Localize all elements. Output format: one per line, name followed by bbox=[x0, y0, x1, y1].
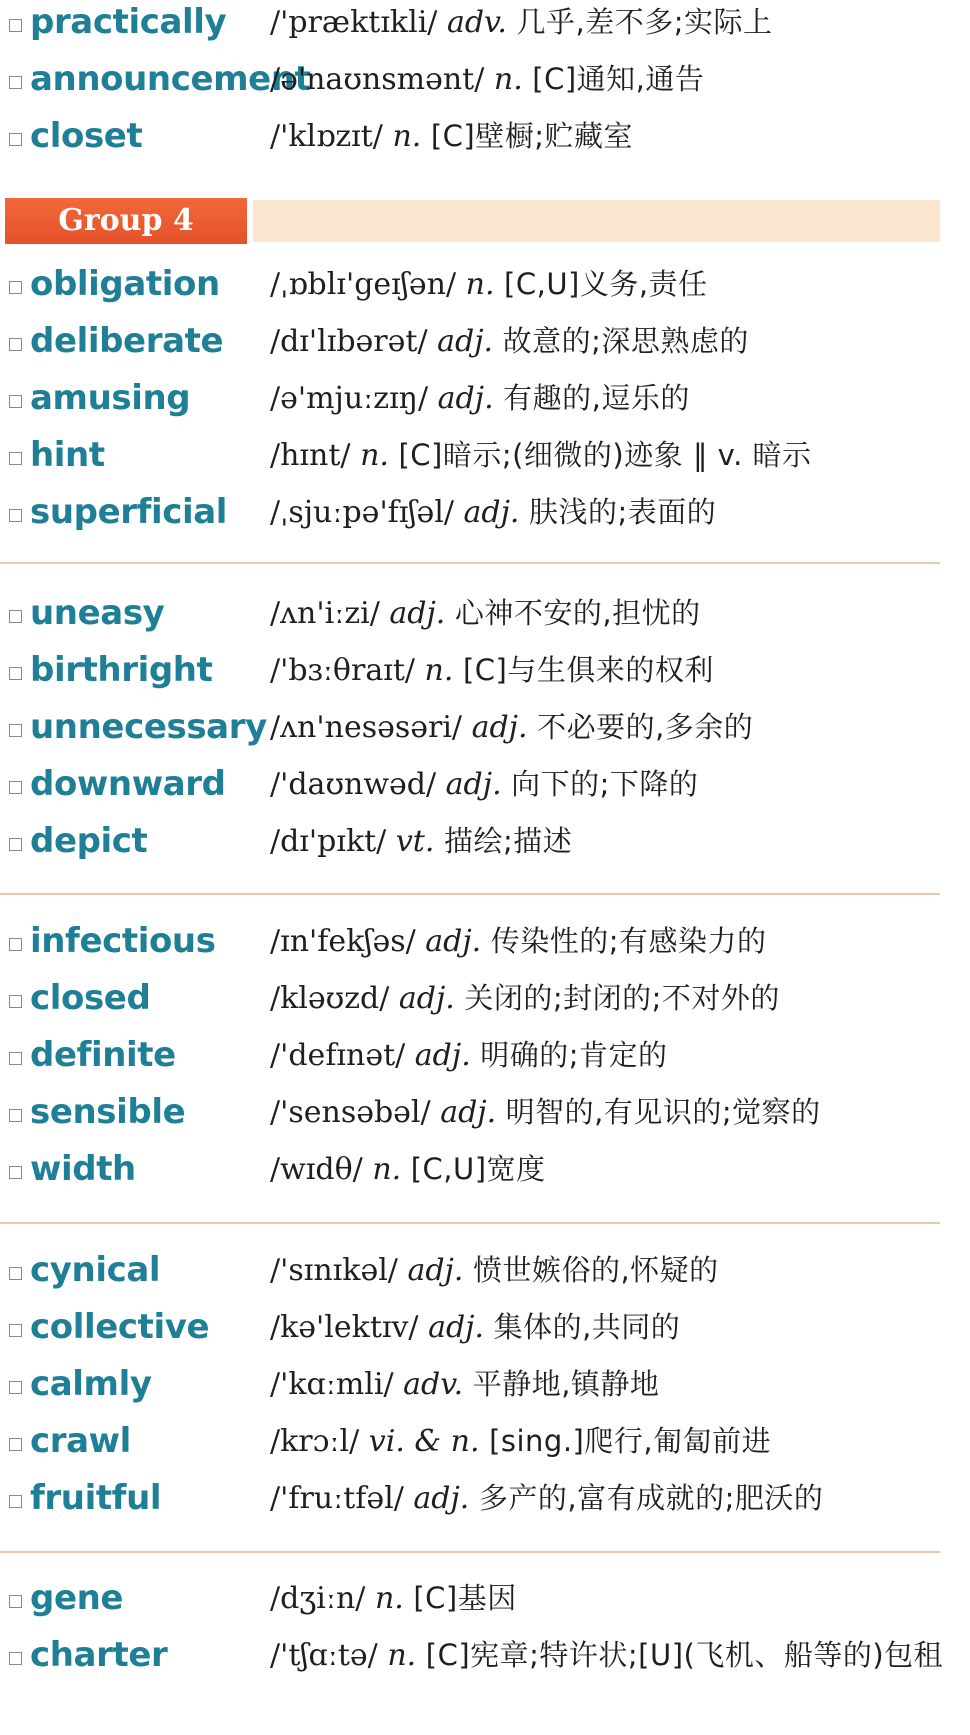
group-label: Group 4 bbox=[5, 198, 247, 244]
headword: sensible bbox=[30, 1092, 186, 1132]
definition bbox=[262, 1090, 960, 1135]
headword: collective bbox=[30, 1307, 210, 1347]
headword: obligation bbox=[30, 264, 220, 304]
phonetic: /dɪ'pɪkt/ bbox=[270, 824, 387, 859]
word-checkbox[interactable] bbox=[9, 1166, 22, 1179]
meaning: 愤世嫉俗的,怀疑的 bbox=[472, 1253, 719, 1287]
vocab-entry bbox=[0, 114, 960, 159]
part-of-speech: n. bbox=[465, 267, 495, 302]
definition bbox=[262, 0, 960, 45]
part-of-speech: vt. bbox=[395, 824, 435, 859]
word-checkbox[interactable] bbox=[9, 724, 22, 737]
meaning: 传染性的;有感染力的 bbox=[490, 924, 767, 958]
headword: infectious bbox=[30, 921, 216, 961]
headword: deliberate bbox=[30, 321, 224, 361]
phonetic: /'defɪnət/ bbox=[270, 1038, 406, 1073]
meaning: [C,U]宽度 bbox=[410, 1152, 546, 1186]
word-checkbox[interactable] bbox=[9, 509, 22, 522]
phonetic: /dʒiːn/ bbox=[270, 1581, 366, 1616]
phonetic: /'sɪnɪkəl/ bbox=[270, 1253, 398, 1288]
vocab-entry bbox=[0, 919, 960, 964]
phonetic: /ˌɒblɪ'geɪʃən/ bbox=[270, 267, 457, 302]
word-checkbox[interactable] bbox=[9, 938, 22, 951]
section-divider bbox=[0, 1222, 940, 1224]
phonetic: /krɔːl/ bbox=[270, 1424, 360, 1459]
meaning: [C]壁橱;贮藏室 bbox=[430, 119, 634, 153]
vocab-entry bbox=[0, 376, 960, 421]
headword: width bbox=[30, 1149, 136, 1189]
vocab-entry bbox=[0, 1090, 960, 1135]
definition bbox=[262, 1633, 960, 1678]
word-checkbox[interactable] bbox=[9, 133, 22, 146]
definition bbox=[262, 1576, 960, 1621]
part-of-speech: adv. bbox=[403, 1367, 464, 1402]
headword: amusing bbox=[30, 378, 191, 418]
section-divider bbox=[0, 893, 940, 895]
vocab-entry bbox=[0, 591, 960, 636]
definition bbox=[262, 433, 960, 478]
definition bbox=[262, 319, 960, 364]
definition bbox=[262, 376, 960, 421]
phonetic: /kləʊzd/ bbox=[270, 981, 390, 1016]
part-of-speech: adj. bbox=[425, 924, 482, 959]
vocab-entry bbox=[0, 976, 960, 1021]
meaning: 向下的;下降的 bbox=[511, 767, 699, 801]
word-checkbox[interactable] bbox=[9, 781, 22, 794]
definition bbox=[262, 262, 960, 307]
phonetic: /'klɒzɪt/ bbox=[270, 119, 383, 154]
headword: crawl bbox=[30, 1421, 131, 1461]
meaning: 关闭的;封闭的;不对外的 bbox=[464, 981, 780, 1015]
headword: hint bbox=[30, 435, 105, 475]
definition bbox=[262, 705, 960, 750]
part-of-speech: n. bbox=[392, 119, 422, 154]
word-checkbox[interactable] bbox=[9, 19, 22, 32]
vocab-entry bbox=[0, 0, 960, 45]
headword: superficial bbox=[30, 492, 228, 532]
section-divider bbox=[0, 562, 940, 564]
headword: gene bbox=[30, 1578, 124, 1618]
meaning: 平静地,镇静地 bbox=[472, 1367, 660, 1401]
part-of-speech: n. bbox=[374, 1581, 404, 1616]
meaning: [C,U]义务,责任 bbox=[504, 267, 708, 301]
meaning: 几乎,差不多;实际上 bbox=[516, 5, 773, 39]
word-checkbox[interactable] bbox=[9, 76, 22, 89]
definition bbox=[262, 1305, 960, 1350]
definition bbox=[262, 919, 960, 964]
headword: closed bbox=[30, 978, 151, 1018]
part-of-speech: n. bbox=[387, 1638, 417, 1673]
part-of-speech: n. bbox=[493, 62, 523, 97]
phonetic: /'præktɪkli/ bbox=[270, 5, 438, 40]
meaning: 集体的,共同的 bbox=[493, 1310, 681, 1344]
phonetic: /dɪ'lɪbərət/ bbox=[270, 324, 428, 359]
headword: calmly bbox=[30, 1364, 152, 1404]
definition bbox=[262, 591, 960, 636]
phonetic: /'fruːtfəl/ bbox=[270, 1481, 404, 1516]
meaning: 描绘;描述 bbox=[443, 824, 573, 858]
phonetic: /'tʃɑːtə/ bbox=[270, 1638, 378, 1673]
headword: fruitful bbox=[30, 1478, 162, 1518]
word-checkbox[interactable] bbox=[9, 838, 22, 851]
headword: announcement bbox=[30, 59, 311, 99]
definition bbox=[262, 1248, 960, 1293]
word-checkbox[interactable] bbox=[9, 1324, 22, 1337]
phonetic: /ɪn'fekʃəs/ bbox=[270, 924, 416, 959]
headword: charter bbox=[30, 1635, 168, 1675]
headword: practically bbox=[30, 2, 227, 42]
meaning: 明确的;肯定的 bbox=[480, 1038, 668, 1072]
vocab-entry bbox=[0, 762, 960, 807]
definition bbox=[262, 57, 960, 102]
headword: closet bbox=[30, 116, 143, 156]
part-of-speech: adj. bbox=[437, 324, 494, 359]
definition bbox=[262, 1033, 960, 1078]
headword: downward bbox=[30, 764, 226, 804]
word-checkbox[interactable] bbox=[9, 1381, 22, 1394]
definition bbox=[262, 1419, 960, 1464]
headword: uneasy bbox=[30, 593, 165, 633]
vocab-entry bbox=[0, 819, 960, 864]
phonetic: /ə'mjuːzɪŋ/ bbox=[270, 381, 429, 416]
word-checkbox[interactable] bbox=[9, 995, 22, 1008]
part-of-speech: adj. bbox=[471, 710, 528, 745]
definition bbox=[262, 1362, 960, 1407]
phonetic: /ʌn'nesəsəri/ bbox=[270, 710, 463, 745]
meaning: [C]暗示;(细微的)迹象 ‖ v. 暗示 bbox=[398, 438, 812, 472]
part-of-speech: vi. & n. bbox=[368, 1424, 480, 1459]
phonetic: /ʌn'iːzi/ bbox=[270, 596, 380, 631]
vocab-entry bbox=[0, 57, 960, 102]
meaning: [C]基因 bbox=[413, 1581, 517, 1615]
group-band bbox=[253, 200, 940, 242]
meaning: 不必要的,多余的 bbox=[537, 710, 754, 744]
phonetic: /hɪnt/ bbox=[270, 438, 351, 473]
meaning: 肤浅的;表面的 bbox=[529, 495, 717, 529]
part-of-speech: adj. bbox=[440, 1095, 497, 1130]
word-checkbox[interactable] bbox=[9, 1595, 22, 1608]
phonetic: /kə'lektɪv/ bbox=[270, 1310, 419, 1345]
vocab-entry bbox=[0, 1476, 960, 1521]
word-checkbox[interactable] bbox=[9, 1052, 22, 1065]
part-of-speech: adj. bbox=[389, 596, 446, 631]
vocab-entry bbox=[0, 490, 960, 535]
word-checkbox[interactable] bbox=[9, 667, 22, 680]
headword: birthright bbox=[30, 650, 213, 690]
phonetic: /'daʊnwəd/ bbox=[270, 767, 437, 802]
vocab-entry bbox=[0, 1248, 960, 1293]
vocab-entry bbox=[0, 319, 960, 364]
part-of-speech: n. bbox=[424, 653, 454, 688]
vocab-entry bbox=[0, 1033, 960, 1078]
meaning: [C]与生俱来的权利 bbox=[462, 653, 714, 687]
definition bbox=[262, 490, 960, 535]
meaning: [C]宪章;特许状;[U](飞机、船等的)包租 bbox=[425, 1638, 944, 1672]
meaning: 故意的;深思熟虑的 bbox=[502, 324, 749, 358]
phonetic: /'sensəbəl/ bbox=[270, 1095, 431, 1130]
part-of-speech: adv. bbox=[446, 5, 507, 40]
vocab-entry bbox=[0, 1576, 960, 1621]
word-checkbox[interactable] bbox=[9, 610, 22, 623]
definition bbox=[262, 648, 960, 693]
word-checkbox[interactable] bbox=[9, 395, 22, 408]
word-checkbox[interactable] bbox=[9, 452, 22, 465]
definition bbox=[262, 762, 960, 807]
phonetic: /'bɜːθraɪt/ bbox=[270, 653, 415, 688]
part-of-speech: adj. bbox=[437, 381, 494, 416]
part-of-speech: adj. bbox=[414, 1038, 471, 1073]
headword: cynical bbox=[30, 1250, 161, 1290]
vocab-entry bbox=[0, 1633, 960, 1678]
vocab-entry bbox=[0, 1362, 960, 1407]
phonetic: /'kɑːmli/ bbox=[270, 1367, 394, 1402]
definition bbox=[262, 819, 960, 864]
definition bbox=[262, 976, 960, 1021]
vocab-entry bbox=[0, 262, 960, 307]
meaning: [C]通知,通告 bbox=[532, 62, 705, 96]
part-of-speech: n. bbox=[360, 438, 389, 473]
meaning: [sing.]爬行,匍匐前进 bbox=[489, 1424, 772, 1458]
vocab-entry bbox=[0, 648, 960, 693]
part-of-speech: adj. bbox=[398, 981, 455, 1016]
vocab-entry bbox=[0, 705, 960, 750]
part-of-speech: adj. bbox=[463, 495, 520, 530]
phonetic: /wɪdθ/ bbox=[270, 1152, 363, 1187]
part-of-speech: adj. bbox=[407, 1253, 464, 1288]
word-checkbox[interactable] bbox=[9, 1109, 22, 1122]
headword: definite bbox=[30, 1035, 176, 1075]
word-checkbox[interactable] bbox=[9, 1652, 22, 1665]
section-divider bbox=[0, 1551, 940, 1553]
vocab-entry bbox=[0, 1419, 960, 1464]
phonetic: /ˌsjuːpə'fɪʃəl/ bbox=[270, 495, 454, 530]
word-checkbox[interactable] bbox=[9, 1438, 22, 1451]
definition bbox=[262, 1147, 960, 1192]
vocab-entry bbox=[0, 1147, 960, 1192]
word-checkbox[interactable] bbox=[9, 338, 22, 351]
meaning: 明智的,有见识的;觉察的 bbox=[505, 1095, 821, 1129]
vocab-entry bbox=[0, 1305, 960, 1350]
headword: unnecessary bbox=[30, 707, 267, 747]
definition bbox=[262, 1476, 960, 1521]
word-checkbox[interactable] bbox=[9, 1495, 22, 1508]
word-checkbox[interactable] bbox=[9, 1267, 22, 1280]
meaning: 有趣的,逗乐的 bbox=[503, 381, 690, 415]
definition bbox=[262, 114, 960, 159]
part-of-speech: adj. bbox=[413, 1481, 470, 1516]
word-checkbox[interactable] bbox=[9, 281, 22, 294]
part-of-speech: adj. bbox=[428, 1310, 485, 1345]
part-of-speech: n. bbox=[372, 1152, 402, 1187]
group-header bbox=[5, 198, 940, 244]
meaning: 心神不安的,担忧的 bbox=[454, 596, 701, 630]
meaning: 多产的,富有成就的;肥沃的 bbox=[478, 1481, 824, 1515]
vocab-entry bbox=[0, 433, 960, 478]
phonetic: /ə'naʊnsmənt/ bbox=[270, 62, 485, 97]
headword: depict bbox=[30, 821, 148, 861]
part-of-speech: adj. bbox=[445, 767, 502, 802]
